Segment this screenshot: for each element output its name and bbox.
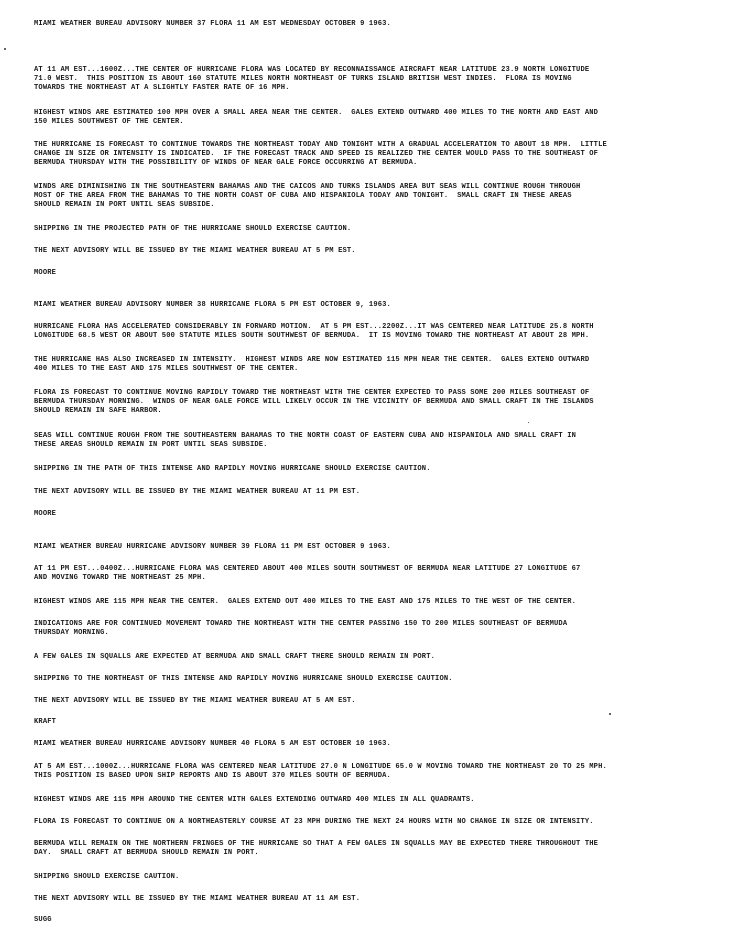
paragraph-line: BERMUDA WILL REMAIN ON THE NORTHERN FRINGES OF THE HURRICANE SO THAT A FEW GALES IN SQUALLS MAY BE EXPECTED THERE THROUGHOUT THE [34, 840, 599, 848]
paragraph-line: SHOULD REMAIN IN PORT UNTIL SEAS SUBSIDE. [34, 201, 215, 209]
scan-speck [609, 713, 611, 715]
paragraph-line: SHIPPING IN THE PROJECTED PATH OF THE HURRICANE SHOULD EXERCISE CAUTION. [34, 225, 352, 233]
scan-speck [528, 422, 529, 423]
signature: MOORE [34, 269, 57, 277]
paragraph-line: SHIPPING SHOULD EXERCISE CAUTION. [34, 873, 180, 881]
paragraph-line: SHIPPING IN THE PATH OF THIS INTENSE AND RAPIDLY MOVING HURRICANE SHOULD EXERCISE CAUTION. [34, 465, 431, 473]
paragraph-line: FLORA IS FORECAST TO CONTINUE MOVING RAPIDLY TOWARD THE NORTHEAST WITH THE CENTER EXPECTED TO PASS SOME 200 MILES SOUTHEAST OF [34, 389, 590, 397]
paragraph-line: AT 11 PM EST...0400Z...HURRICANE FLORA WAS CENTERED ABOUT 400 MILES SOUTH SOUTHWEST OF BERMUDA NEAR LATITUDE 27 LONGITUDE 67 [34, 565, 581, 573]
paragraph-line: THIS POSITION IS BASED UPON SHIP REPORTS AND IS ABOUT 370 MILES SOUTH OF BERMUDA. [34, 772, 391, 780]
scan-speck [4, 48, 6, 50]
paragraph-line: THE NEXT ADVISORY WILL BE ISSUED BY THE MIAMI WEATHER BUREAU AT 5 AM EST. [34, 697, 356, 705]
paragraph-line: 150 MILES SOUTHWEST OF THE CENTER. [34, 118, 184, 126]
paragraph-line: THE NEXT ADVISORY WILL BE ISSUED BY THE MIAMI WEATHER BUREAU AT 11 PM EST. [34, 488, 361, 496]
paragraph-line: THE HURRICANE IS FORECAST TO CONTINUE TOWARDS THE NORTHEAST TODAY AND TONIGHT WITH A GRADUAL ACCELERATION TO ABOUT 18 MPH. LITTLE [34, 141, 607, 149]
paragraph-line: 71.0 WEST. THIS POSITION IS ABOUT 160 STATUTE MILES NORTH NORTHEAST OF TURKS ISLAND BRITISH WEST INDIES. FLORA IS MOVING [34, 75, 572, 83]
paragraph-line: 400 MILES TO THE EAST AND 175 MILES SOUTHWEST OF THE CENTER. [34, 365, 299, 373]
paragraph-line: THESE AREAS SHOULD REMAIN IN PORT UNTIL SEAS SUBSIDE. [34, 441, 268, 449]
paragraph-line: HURRICANE FLORA HAS ACCELERATED CONSIDERABLY IN FORWARD MOTION. AT 5 PM EST...2200Z...IT WAS CENTERED NEAR LATITUDE 25.8 NORTH [34, 323, 594, 331]
paragraph-line: TOWARDS THE NORTHEAST AT A SLIGHTLY FASTER RATE OF 16 MPH. [34, 84, 290, 92]
advisory-header: MIAMI WEATHER BUREAU HURRICANE ADVISORY NUMBER 40 FLORA 5 AM EST OCTOBER 10 1963. [34, 740, 391, 748]
paragraph-line: HIGHEST WINDS ARE ESTIMATED 100 MPH OVER A SMALL AREA NEAR THE CENTER. GALES EXTEND OUTWARD 400 MILES TO THE NORTH AND EAST AND [34, 109, 599, 117]
paragraph-line: CHANGE IN SIZE OR INTENSITY IS INDICATED. IF THE FORECAST TRACK AND SPEED IS REALIZED THE CENTER WOULD PASS TO THE SOUTHEAST OF [34, 150, 599, 158]
paragraph-line: SHOULD REMAIN IN SAFE HARBOR. [34, 407, 162, 415]
paragraph-line: AT 5 AM EST...1000Z...HURRICANE FLORA WAS CENTERED NEAR LATITUDE 27.0 N LONGITUDE 65.0 W MOVING TOWARD THE NORTHEAST 20 TO 25 MPH. [34, 763, 607, 771]
paragraph-line: AT 11 AM EST...1600Z...THE CENTER OF HURRICANE FLORA WAS LOCATED BY RECONNAISSANCE AIRCRAFT NEAR LATITUDE 23.9 NORTH LONGITUDE [34, 66, 590, 74]
paragraph-line: AND MOVING TOWARD THE NORTHEAST 25 MPH. [34, 574, 206, 582]
paragraph-line: INDICATIONS ARE FOR CONTINUED MOVEMENT TOWARD THE NORTHEAST WITH THE CENTER PASSING 150 TO 200 MILES SOUTHEAST OF BERMUDA [34, 620, 568, 628]
paragraph-line: BERMUDA THURSDAY MORNING. WINDS OF NEAR GALE FORCE WILL LIKELY OCCUR IN THE VICINITY OF BERMUDA AND SMALL CRAFT IN THE ISLANDS [34, 398, 594, 406]
paragraph-line: FLORA IS FORECAST TO CONTINUE ON A NORTHEASTERLY COURSE AT 23 MPH DURING THE NEXT 24 HOURS WITH NO CHANGE IN SIZE OR INTENSITY. [34, 818, 594, 826]
paragraph-line: MOST OF THE AREA FROM THE BAHAMAS TO THE NORTH COAST OF CUBA AND HISPANIOLA TODAY AND TONIGHT. SMALL CRAFT IN THESE AREAS [34, 192, 572, 200]
paragraph-line: THE NEXT ADVISORY WILL BE ISSUED BY THE MIAMI WEATHER BUREAU AT 11 AM EST. [34, 895, 361, 903]
advisory-header: MIAMI WEATHER BUREAU ADVISORY NUMBER 37 FLORA 11 AM EST WEDNESDAY OCTOBER 9 1963. [34, 20, 391, 28]
paragraph-line: WINDS ARE DIMINISHING IN THE SOUTHEASTERN BAHAMAS AND THE CAICOS AND TURKS ISLANDS AREA BUT SEAS WILL CONTINUE ROUGH THROUGH [34, 183, 581, 191]
paragraph-line: HIGHEST WINDS ARE 115 MPH NEAR THE CENTER. GALES EXTEND OUT 400 MILES TO THE EAST AND 175 MILES TO THE WEST OF THE CENTER. [34, 598, 577, 606]
signature: KRAFT [34, 718, 57, 726]
paragraph-line: LONGITUDE 68.5 WEST OR ABOUT 500 STATUTE MILES SOUTH SOUTHWEST OF BERMUDA. IT IS MOVING TOWARD THE NORTHEAST AT ABOUT 28 MPH. [34, 332, 590, 340]
paragraph-line: SEAS WILL CONTINUE ROUGH FROM THE SOUTHEASTERN BAHAMAS TO THE NORTH COAST OF EASTERN CUBA AND HISPANIOLA AND SMALL CRAFT IN [34, 432, 577, 440]
signature: MOORE [34, 510, 57, 518]
paragraph-line: THURSDAY MORNING. [34, 629, 109, 637]
paragraph-line: SHIPPING TO THE NORTHEAST OF THIS INTENSE AND RAPIDLY MOVING HURRICANE SHOULD EXERCISE CAUTION. [34, 675, 453, 683]
paragraph-line: DAY. SMALL CRAFT AT BERMUDA SHOULD REMAIN IN PORT. [34, 849, 259, 857]
signature: SUGG [34, 916, 52, 924]
paragraph-line: THE NEXT ADVISORY WILL BE ISSUED BY THE MIAMI WEATHER BUREAU AT 5 PM EST. [34, 247, 356, 255]
paragraph-line: BERMUDA THURSDAY WITH THE POSSIBILITY OF WINDS OF NEAR GALE FORCE OCCURRING AT BERMUDA. [34, 159, 418, 167]
paragraph-line: HIGHEST WINDS ARE 115 MPH AROUND THE CENTER WITH GALES EXTENDING OUTWARD 400 MILES IN ALL QUADRANTS. [34, 796, 475, 804]
advisory-header: MIAMI WEATHER BUREAU ADVISORY NUMBER 38 HURRICANE FLORA 5 PM EST OCTOBER 9, 1963. [34, 301, 391, 309]
paragraph-line: A FEW GALES IN SQUALLS ARE EXPECTED AT BERMUDA AND SMALL CRAFT THERE SHOULD REMAIN IN PORT. [34, 653, 436, 661]
paragraph-line: THE HURRICANE HAS ALSO INCREASED IN INTENSITY. HIGHEST WINDS ARE NOW ESTIMATED 115 MPH NEAR THE CENTER. GALES EXTEND OUTWARD [34, 356, 590, 364]
advisory-header: MIAMI WEATHER BUREAU HURRICANE ADVISORY NUMBER 39 FLORA 11 PM EST OCTOBER 9 1963. [34, 543, 391, 551]
